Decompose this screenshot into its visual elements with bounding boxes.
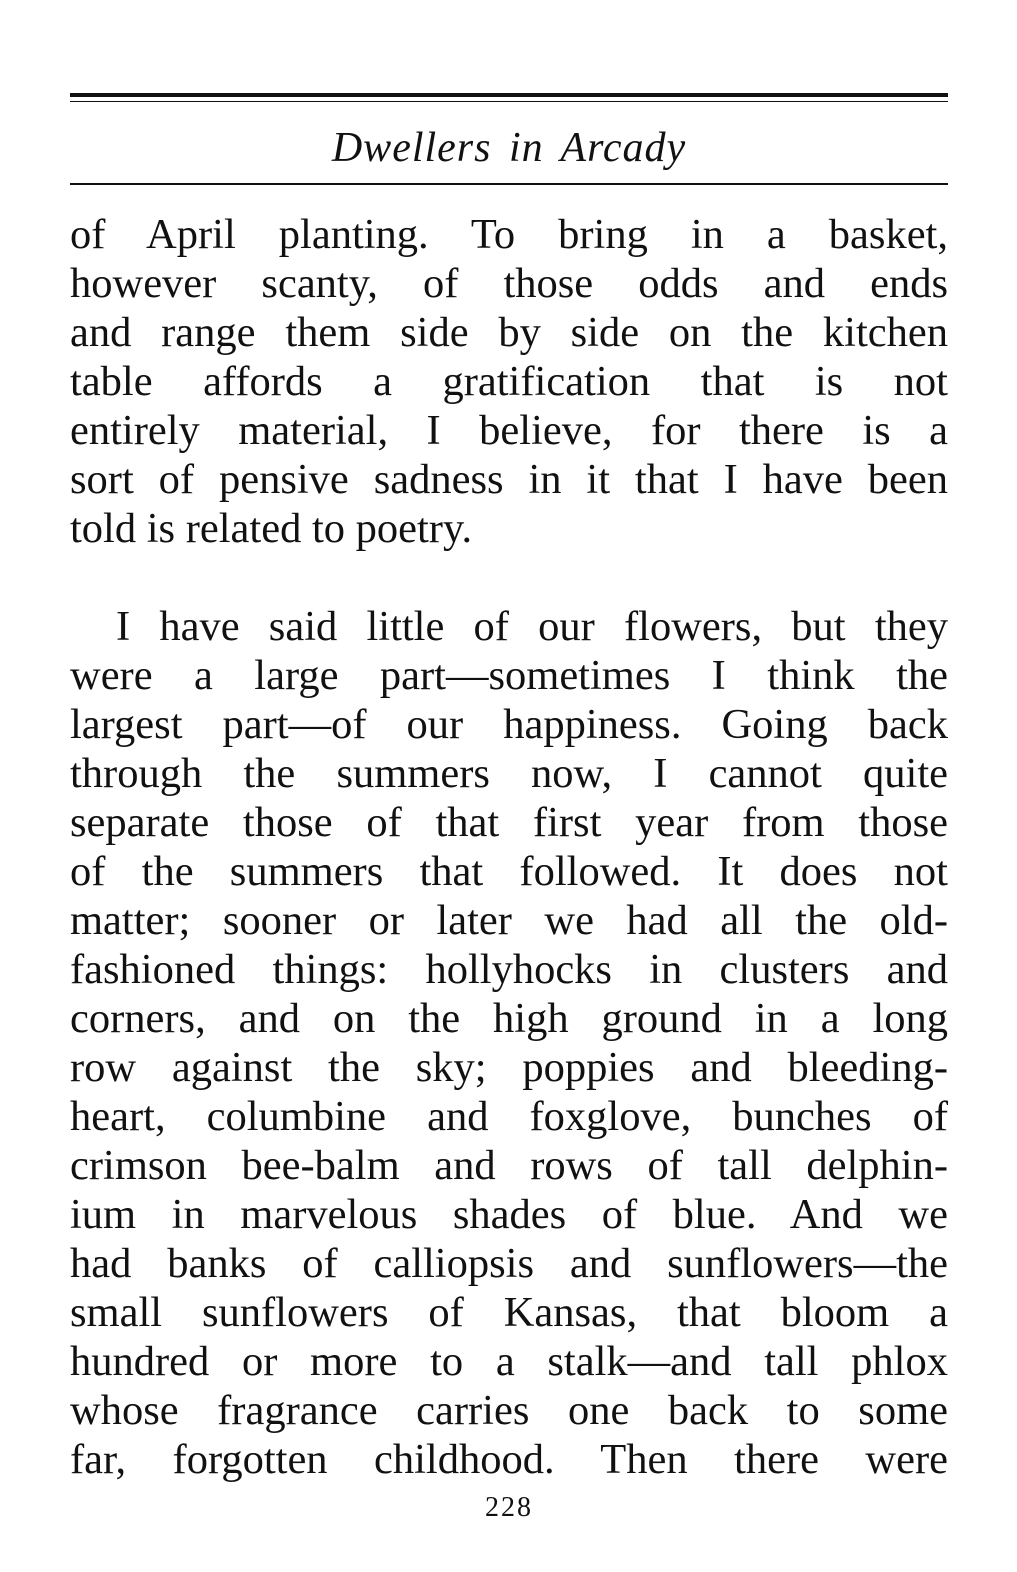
text-line: largest part—of our happiness. Going back: [70, 701, 948, 748]
text-line: heart, columbine and foxglove, bunches of: [70, 1093, 948, 1140]
header-rule-thick: [70, 93, 948, 97]
text-line: of the summers that followed. It does not: [70, 848, 948, 895]
text-line: small sunflowers of Kansas, that bloom a: [70, 1289, 948, 1336]
text-line: told is related to poetry.: [70, 505, 473, 552]
text-line: sort of pensive sadness in it that I have been: [70, 456, 948, 503]
body-text: [70, 210, 948, 1484]
text-line: corners, and on the high ground in a long: [70, 995, 948, 1042]
text-line: entirely material, I believe, for there is a: [70, 407, 948, 454]
text-line: far, forgotten childhood. Then there were: [70, 1436, 948, 1483]
text-line: separate those of that first year from those: [70, 799, 948, 846]
text-line: whose fragrance carries one back to some: [70, 1387, 948, 1434]
paragraph-gap: [70, 553, 948, 602]
text-line: fashioned things: hollyhocks in clusters and: [70, 946, 948, 993]
text-line: were a large part—sometimes I think the: [70, 652, 948, 699]
text-line: ium in marvelous shades of blue. And we: [70, 1191, 948, 1238]
running-head: Dwellers in Arcady: [331, 125, 687, 171]
text-line: through the summers now, I cannot quite: [70, 750, 948, 797]
text-line: row against the sky; poppies and bleeding-: [70, 1044, 948, 1091]
text-line: table affords a gratification that is not: [70, 358, 948, 405]
text-line: hundred or more to a stalk—and tall phlox: [70, 1338, 948, 1385]
text-line: matter; sooner or later we had all the old-: [70, 897, 948, 944]
text-line: and range them side by side on the kitchen: [70, 309, 948, 356]
text-line: crimson bee-balm and rows of tall delphin-: [70, 1142, 948, 1189]
text-line: however scanty, of those odds and ends: [70, 260, 948, 307]
header-rule-thin: [70, 101, 948, 102]
text-line: I have said little of our flowers, but they: [116, 603, 948, 650]
page-number: 228: [485, 1492, 533, 1523]
running-head-rule: [70, 183, 948, 185]
text-line: had banks of calliopsis and sunflowers—the: [70, 1240, 948, 1287]
text-line: of April planting. To bring in a basket,: [70, 211, 948, 258]
